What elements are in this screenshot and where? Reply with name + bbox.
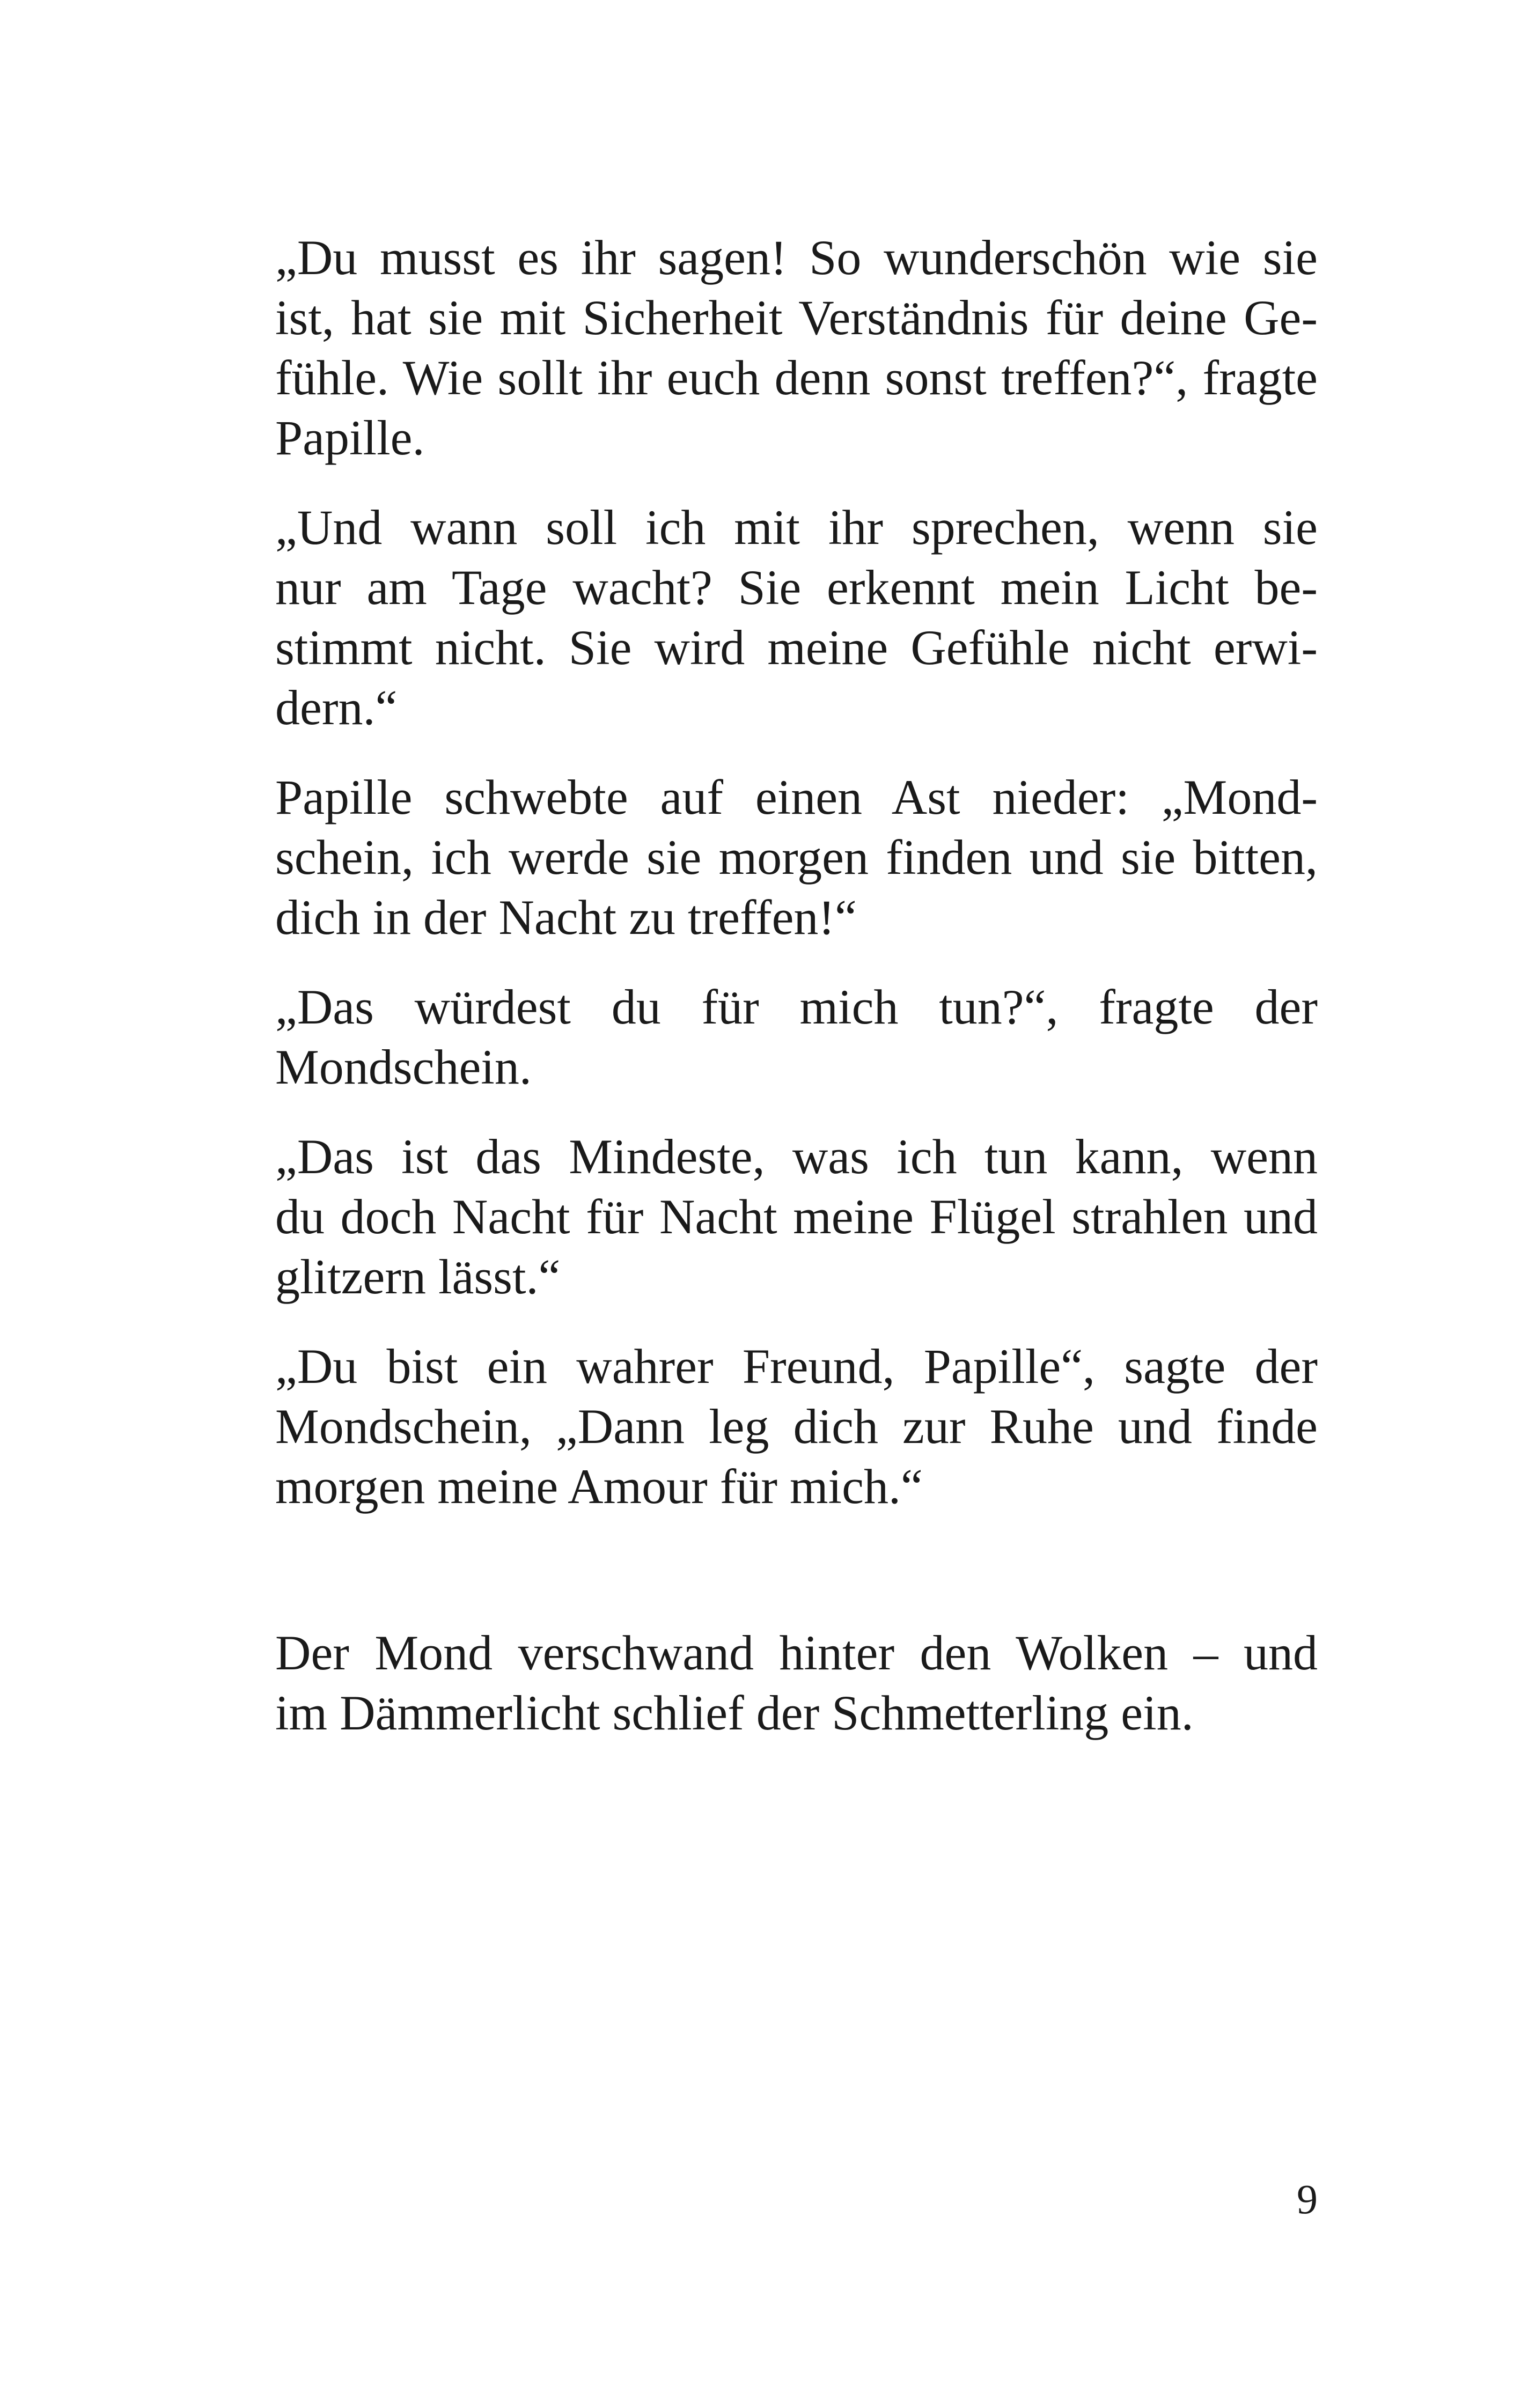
page-number: 9 (1297, 2176, 1318, 2222)
text-line: schein, ich werde sie morgen finden und sie bitten, (275, 830, 1318, 885)
story-text (214, 227, 1318, 1546)
paragraph-1 (214, 227, 1318, 468)
paragraph-4 (214, 977, 1318, 1097)
text-line: Der Mond verschwand hinter den Wolken – und (275, 1625, 1318, 1680)
closing-paragraph (214, 1623, 1318, 1743)
text-line: fühle. Wie sollt ihr euch denn sonst treffen?“, fragte (275, 350, 1318, 405)
text-line: nur am Tage wacht? Sie erkennt mein Licht be- (275, 560, 1318, 615)
text-line: „Du bist ein wahrer Freund, Papille“, sagte der (275, 1339, 1318, 1394)
paragraph-5 (214, 1126, 1318, 1307)
paragraph-6 (214, 1336, 1318, 1516)
text-line: morgen meine Amour für mich.“ (275, 1459, 923, 1514)
paragraph-3 (214, 767, 1318, 947)
text-line: stimmt nicht. Sie wird meine Gefühle nicht erwi- (275, 620, 1318, 675)
paragraph-2 (214, 497, 1318, 738)
text-line: dern.“ (275, 680, 398, 735)
text-line: „Das würdest du für mich tun?“, fragte der (275, 980, 1318, 1034)
text-line: ist, hat sie mit Sicherheit Verständnis für deine Ge- (275, 290, 1318, 345)
text-line: Papille schwebte auf einen Ast nieder: „Mond- (275, 770, 1318, 824)
text-line: im Dämmerlicht schlief der Schmetterling ein. (275, 1685, 1194, 1740)
text-line: „Du musst es ihr sagen! So wunderschön wie sie (275, 230, 1318, 285)
closing-text (214, 1623, 1318, 1772)
text-line: Mondschein. (275, 1040, 532, 1094)
text-line: Papille. (275, 410, 425, 465)
text-line: Mondschein, „Dann leg dich zur Ruhe und finde (275, 1399, 1318, 1454)
text-line: du doch Nacht für Nacht meine Flügel strahlen und (275, 1189, 1318, 1244)
text-line: glitzern lässt.“ (275, 1249, 561, 1304)
text-line: dich in der Nacht zu treffen!“ (275, 890, 857, 945)
text-line: „Das ist das Mindeste, was ich tun kann, wenn (275, 1129, 1318, 1184)
text-line: „Und wann soll ich mit ihr sprechen, wenn sie (275, 500, 1318, 555)
